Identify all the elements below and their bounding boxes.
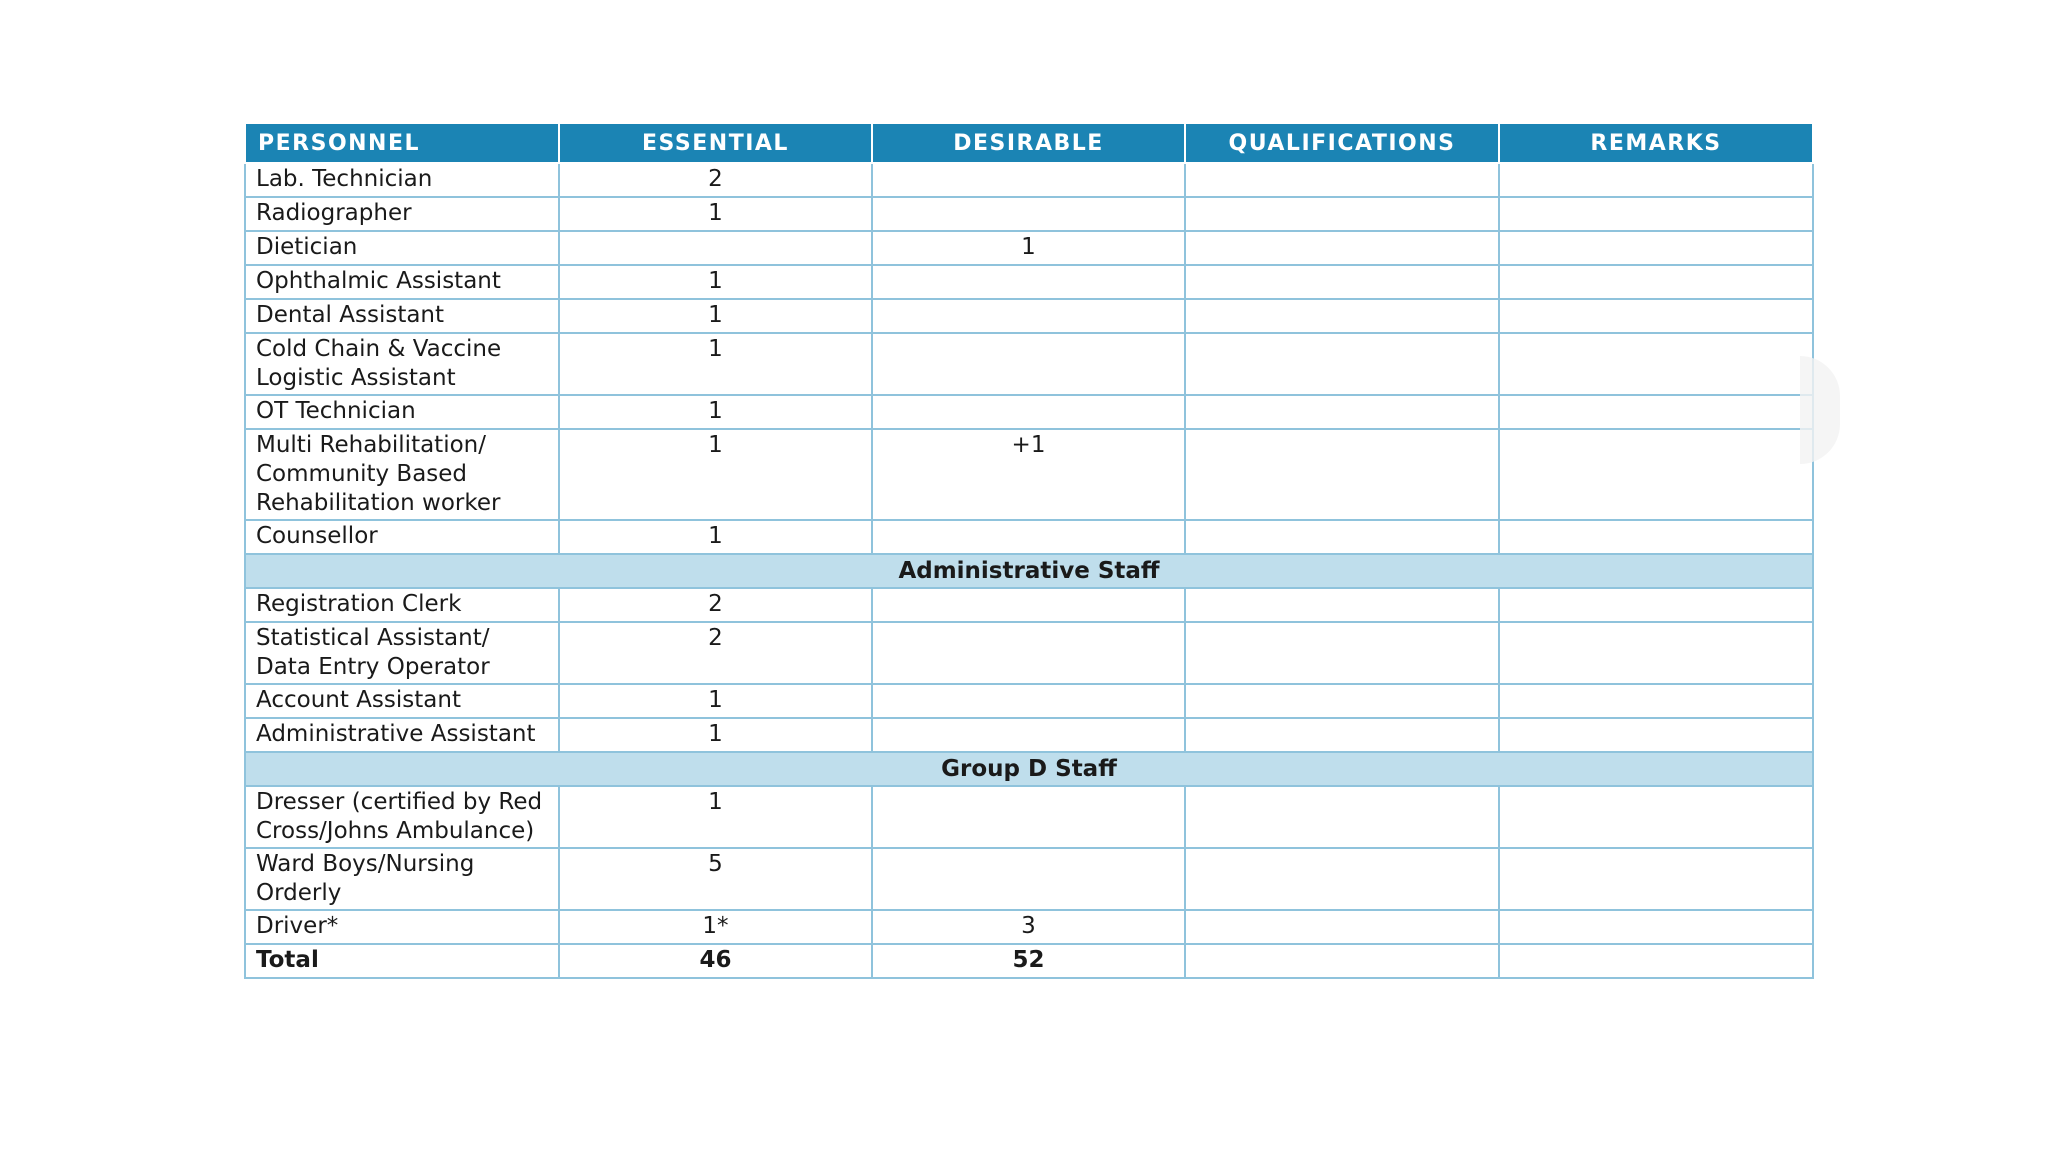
cell-personnel: Ward Boys/Nursing Orderly — [245, 848, 559, 910]
cell-remarks — [1499, 197, 1813, 231]
cell-desirable — [872, 786, 1185, 848]
cell-remarks — [1499, 520, 1813, 554]
cell-essential: 1 — [559, 718, 872, 752]
cell-desirable — [872, 520, 1185, 554]
header-remarks: REMARKS — [1499, 124, 1813, 163]
cell-essential: 1 — [559, 429, 872, 520]
cell-essential: 1 — [559, 395, 872, 429]
cell-remarks — [1499, 848, 1813, 910]
cell-personnel: Radiographer — [245, 197, 559, 231]
cell-remarks — [1499, 786, 1813, 848]
cell-personnel: Ophthalmic Assistant — [245, 265, 559, 299]
cell-qualifications — [1185, 786, 1499, 848]
cell-qualifications — [1185, 395, 1499, 429]
cell-essential — [559, 231, 872, 265]
table-row — [245, 786, 1813, 848]
cell-personnel: Multi Rehabilitation/ Community Based Rehabilitation worker — [245, 429, 559, 520]
cell-personnel: Cold Chain & Vaccine Logistic Assistant — [245, 333, 559, 395]
cell-essential: 1 — [559, 197, 872, 231]
table-row — [245, 910, 1813, 944]
cell-essential: 2 — [559, 163, 872, 197]
total-label: Total — [245, 944, 559, 978]
section-row-administrative-staff — [245, 554, 1813, 588]
header-essential: ESSENTIAL — [559, 124, 872, 163]
section-title: Administrative Staff — [245, 554, 1813, 588]
table-header-row — [245, 124, 1813, 163]
table-row — [245, 299, 1813, 333]
cell-qualifications — [1185, 197, 1499, 231]
section-row-group-d-staff — [245, 752, 1813, 786]
cell-qualifications — [1185, 684, 1499, 718]
cell-essential: 1 — [559, 520, 872, 554]
cell-personnel: Account Assistant — [245, 684, 559, 718]
total-row — [245, 944, 1813, 978]
cell-qualifications — [1185, 520, 1499, 554]
cell-qualifications — [1185, 299, 1499, 333]
cell-essential: 1 — [559, 265, 872, 299]
cell-remarks — [1499, 588, 1813, 622]
table-row — [245, 520, 1813, 554]
cell-remarks — [1499, 395, 1813, 429]
header-desirable: DESIRABLE — [872, 124, 1185, 163]
cell-personnel: Registration Clerk — [245, 588, 559, 622]
table-row — [245, 333, 1813, 395]
cell-desirable — [872, 265, 1185, 299]
cell-qualifications — [1185, 588, 1499, 622]
cell-qualifications — [1185, 718, 1499, 752]
cell-essential: 1 — [559, 684, 872, 718]
cell-personnel: Lab. Technician — [245, 163, 559, 197]
cell-essential: 2 — [559, 588, 872, 622]
cell-qualifications — [1185, 265, 1499, 299]
cell-desirable — [872, 299, 1185, 333]
cell-qualifications — [1185, 429, 1499, 520]
cell-qualifications — [1185, 163, 1499, 197]
table-row — [245, 848, 1813, 910]
cell-remarks — [1499, 944, 1813, 978]
cell-remarks — [1499, 333, 1813, 395]
cell-qualifications — [1185, 622, 1499, 684]
table-row — [245, 429, 1813, 520]
table-body — [245, 163, 1813, 978]
cell-personnel: Dietician — [245, 231, 559, 265]
cell-desirable — [872, 333, 1185, 395]
cell-desirable: 1 — [872, 231, 1185, 265]
cell-personnel: Statistical Assistant/ Data Entry Operator — [245, 622, 559, 684]
cell-remarks — [1499, 429, 1813, 520]
cell-personnel: Driver* — [245, 910, 559, 944]
table-row — [245, 588, 1813, 622]
cell-desirable: +1 — [872, 429, 1185, 520]
table-row — [245, 231, 1813, 265]
cell-essential: 1 — [559, 299, 872, 333]
header-qualifications: QUALIFICATIONS — [1185, 124, 1499, 163]
cell-desirable — [872, 163, 1185, 197]
cell-desirable — [872, 622, 1185, 684]
cell-essential: 5 — [559, 848, 872, 910]
cell-remarks — [1499, 163, 1813, 197]
cell-personnel: OT Technician — [245, 395, 559, 429]
cell-personnel: Dresser (certified by Red Cross/Johns Ambulance) — [245, 786, 559, 848]
cell-essential: 2 — [559, 622, 872, 684]
cell-remarks — [1499, 684, 1813, 718]
cell-desirable — [872, 197, 1185, 231]
section-title: Group D Staff — [245, 752, 1813, 786]
page-edge-shadow — [1800, 356, 1840, 464]
header-personnel: PERSONNEL — [245, 124, 559, 163]
cell-essential: 1 — [559, 786, 872, 848]
table-row — [245, 197, 1813, 231]
cell-desirable — [872, 684, 1185, 718]
cell-remarks — [1499, 299, 1813, 333]
cell-qualifications — [1185, 910, 1499, 944]
cell-qualifications — [1185, 231, 1499, 265]
cell-remarks — [1499, 718, 1813, 752]
cell-desirable — [872, 718, 1185, 752]
cell-qualifications — [1185, 944, 1499, 978]
cell-desirable — [872, 848, 1185, 910]
total-essential: 46 — [559, 944, 872, 978]
cell-remarks — [1499, 910, 1813, 944]
table-row — [245, 684, 1813, 718]
cell-essential: 1* — [559, 910, 872, 944]
cell-personnel: Administrative Assistant — [245, 718, 559, 752]
cell-personnel: Counsellor — [245, 520, 559, 554]
cell-desirable: 3 — [872, 910, 1185, 944]
cell-desirable — [872, 395, 1185, 429]
table-row — [245, 395, 1813, 429]
total-desirable: 52 — [872, 944, 1185, 978]
cell-qualifications — [1185, 333, 1499, 395]
cell-qualifications — [1185, 848, 1499, 910]
cell-remarks — [1499, 622, 1813, 684]
table-row — [245, 718, 1813, 752]
cell-desirable — [872, 588, 1185, 622]
cell-remarks — [1499, 231, 1813, 265]
cell-personnel: Dental Assistant — [245, 299, 559, 333]
cell-remarks — [1499, 265, 1813, 299]
table-row — [245, 622, 1813, 684]
cell-essential: 1 — [559, 333, 872, 395]
table-row — [245, 163, 1813, 197]
table-row — [245, 265, 1813, 299]
staffing-table — [244, 124, 1814, 979]
